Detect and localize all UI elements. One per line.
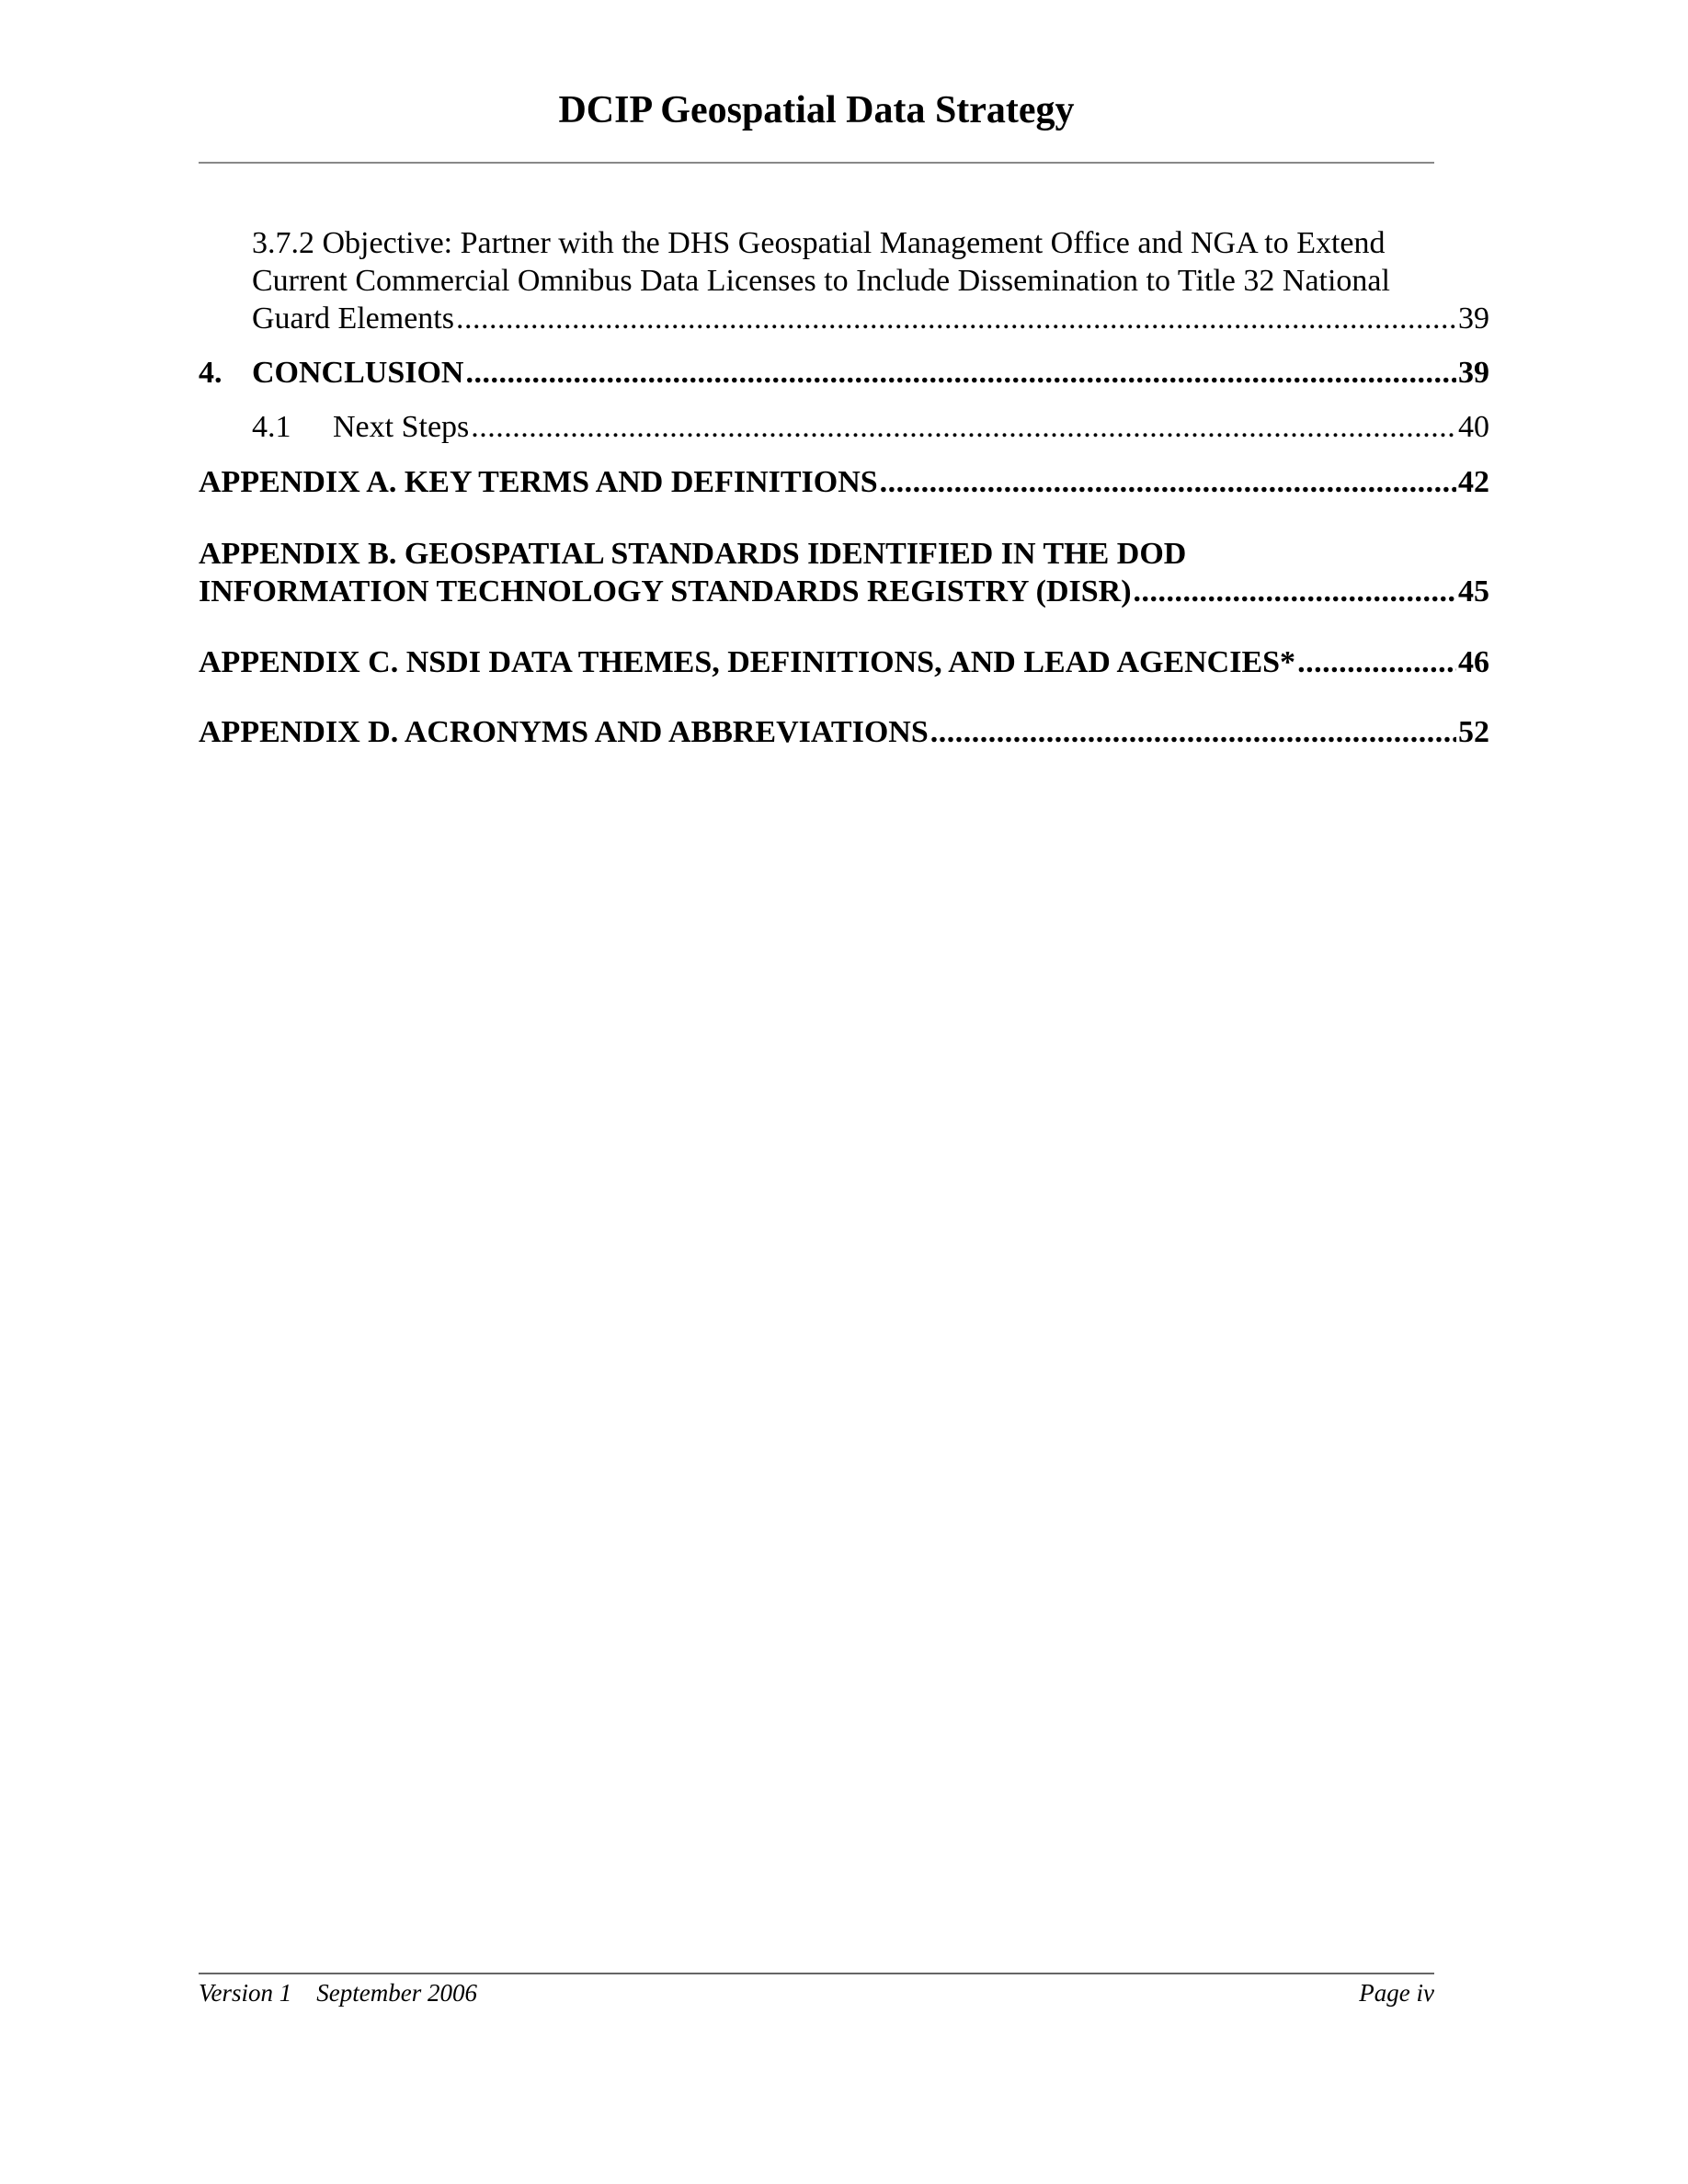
toc-page-number: 52 bbox=[1458, 715, 1489, 749]
dot-leader bbox=[880, 463, 1456, 501]
toc-entry-appendix-c[interactable] bbox=[199, 643, 1489, 681]
toc-entry-title: APPENDIX D. ACRONYMS AND ABBREVIATIONS bbox=[199, 715, 929, 749]
toc-entry-title: APPENDIX C. NSDI DATA THEMES, DEFINITIONS, AND LEAD AGENCIES* bbox=[199, 645, 1296, 679]
toc-entry-title: CONCLUSION bbox=[252, 356, 464, 390]
dot-leader bbox=[1134, 573, 1456, 610]
page-header-title: DCIP Geospatial Data Strategy bbox=[558, 89, 1075, 131]
toc-entry-next-steps[interactable] bbox=[199, 408, 1489, 446]
toc-entry-line: 3.7.2 Objective: Partner with the DHS Geospatial Management Office and NGA to Extend bbox=[252, 226, 1386, 260]
toc-entry-appendix-d[interactable] bbox=[199, 713, 1489, 751]
toc-page-number: 39 bbox=[1458, 356, 1489, 390]
toc-entry-3-7-2[interactable] bbox=[199, 224, 1489, 337]
toc-page-number: 39 bbox=[1458, 301, 1489, 336]
footer-divider bbox=[199, 1973, 1434, 1974]
dot-leader bbox=[930, 713, 1456, 751]
dot-leader bbox=[465, 354, 1456, 392]
toc-page-number: 45 bbox=[1458, 574, 1489, 609]
toc-entry-title: INFORMATION TECHNOLOGY STANDARDS REGISTRY (DISR) bbox=[199, 574, 1132, 609]
dot-leader bbox=[1297, 643, 1456, 681]
footer-page-number: Page iv bbox=[1359, 1979, 1434, 2007]
toc-entry-appendix-b[interactable] bbox=[199, 535, 1489, 610]
toc-page-number: 42 bbox=[1458, 465, 1489, 499]
header-divider bbox=[199, 162, 1434, 164]
toc-entry-title: Guard Elements bbox=[252, 301, 454, 336]
footer-version-date: Version 1 September 2006 bbox=[199, 1979, 477, 2007]
toc-entry-title: Next Steps bbox=[333, 410, 470, 444]
dot-leader bbox=[456, 300, 1456, 337]
toc-entry-conclusion[interactable] bbox=[199, 354, 1489, 392]
toc-entry-line: Current Commercial Omnibus Data Licenses to Include Dissemination to Title 32 National bbox=[252, 264, 1390, 298]
toc-section-number: 4. bbox=[199, 356, 222, 390]
dot-leader bbox=[471, 408, 1456, 446]
toc-page-number: 40 bbox=[1458, 410, 1489, 444]
toc-section-number: 4.1 bbox=[252, 410, 291, 444]
toc-entry-title: APPENDIX A. KEY TERMS AND DEFINITIONS bbox=[199, 465, 878, 499]
toc-entry-appendix-a[interactable] bbox=[199, 463, 1489, 501]
toc-entry-line: APPENDIX B. GEOSPATIAL STANDARDS IDENTIFIED IN THE DOD bbox=[199, 537, 1187, 571]
toc-page-number: 46 bbox=[1458, 645, 1489, 679]
